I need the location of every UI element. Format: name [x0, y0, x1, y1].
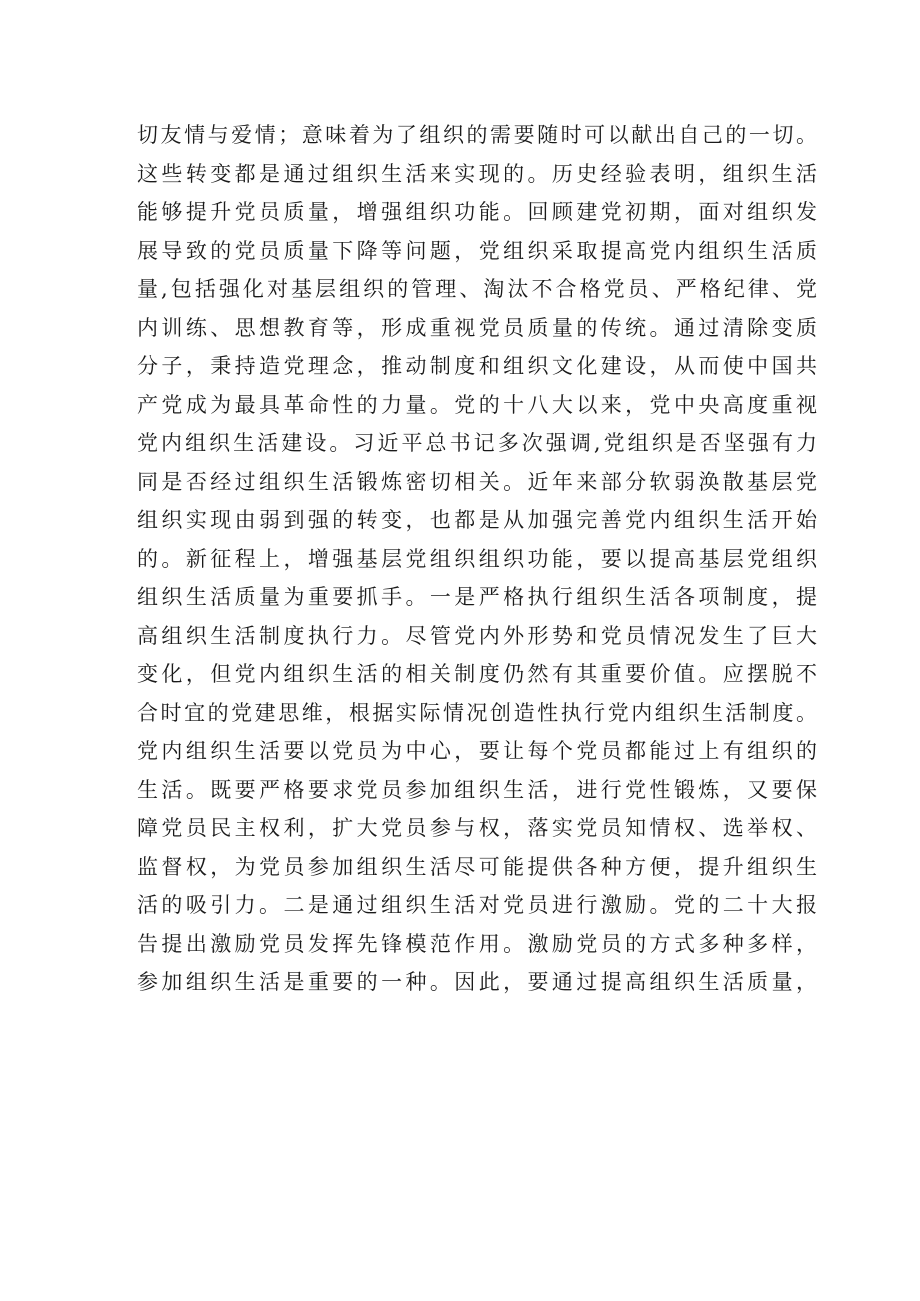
body-text [137, 116, 817, 1002]
text-line: 党内组织生活建设。习近平总书记多次强调,党组织是否坚强有力 [137, 431, 817, 455]
text-line: 能够提升党员质量，增强组织功能。回顾建党初期，面对组织发 [137, 200, 817, 224]
text-line: 量,包括强化对基层组织的管理、淘汰不合格党员、严格纪律、党 [137, 277, 817, 301]
text-line: 障党员民主权利，扩大党员参与权，落实党员知情权、选举权、 [137, 816, 817, 840]
text-line: 的。新征程上，增强基层党组织组织功能，要以提高基层党组织 [137, 546, 817, 571]
text-line: 组织生活质量为重要抓手。一是严格执行组织生活各项制度，提 [137, 585, 817, 609]
text-line: 组织实现由弱到强的转变，也都是从加强完善党内组织生活开始 [137, 508, 817, 532]
text-line: 活的吸引力。二是通过组织生活对党员进行激励。党的二十大报 [137, 893, 817, 917]
text-line: 展导致的党员质量下降等问题，党组织采取提高党内组织生活质 [137, 238, 817, 263]
text-line: 产党成为最具革命性的力量。党的十八大以来，党中央高度重视 [137, 392, 817, 417]
text-line: 分子，秉持造党理念，推动制度和组织文化建设，从而使中国共 [137, 354, 817, 378]
text-line: 参加组织生活是重要的一种。因此，要通过提高组织生活质量， [137, 970, 817, 994]
text-line: 合时宜的党建思维，根据实际情况创造性执行党内组织生活制度。 [137, 700, 817, 725]
text-line: 内训练、思想教育等，形成重视党员质量的传统。通过清除变质 [137, 315, 817, 340]
text-line: 高组织生活制度执行力。尽管党内外形势和党员情况发生了巨大 [137, 623, 817, 648]
text-line: 生活。既要严格要求党员参加组织生活，进行党性锻炼，又要保 [137, 777, 817, 802]
text-line: 这些转变都是通过组织生活来实现的。历史经验表明，组织生活 [137, 161, 817, 186]
text-line: 变化，但党内组织生活的相关制度仍然有其重要价值。应摆脱不 [137, 662, 817, 686]
text-line: 告提出激励党员发挥先锋模范作用。激励党员的方式多种多样， [137, 931, 817, 956]
text-line: 监督权，为党员参加组织生活尽可能提供各种方便，提升组织生 [137, 854, 817, 879]
text-line: 切友情与爱情；意味着为了组织的需要随时可以献出自己的一切。 [137, 123, 817, 147]
text-line: 党内组织生活要以党员为中心，要让每个党员都能过上有组织的 [137, 739, 817, 763]
text-line: 同是否经过组织生活锻炼密切相关。近年来部分软弱涣散基层党 [137, 469, 817, 494]
